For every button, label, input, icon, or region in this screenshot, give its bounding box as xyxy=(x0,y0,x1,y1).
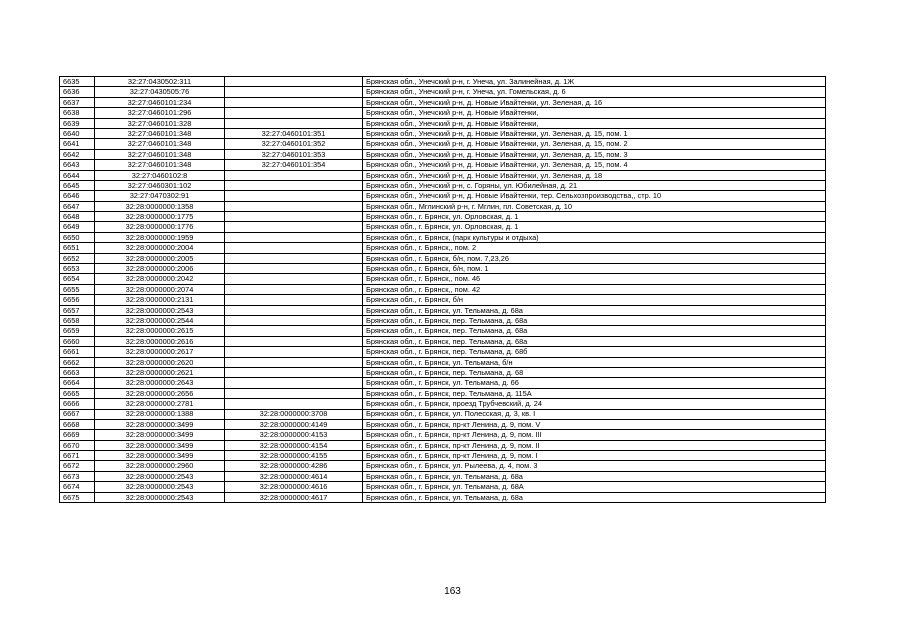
cadastral-number-cell: 32:27:0430505:76 xyxy=(95,87,225,97)
row-number-cell: 6673 xyxy=(60,471,95,481)
address-cell: Брянская обл., г. Брянск, ул. Тельмана, д. 66 xyxy=(363,378,826,388)
address-cell: Брянская обл., г. Брянск, ул. Тельмана, д. 68а xyxy=(363,492,826,502)
table-row xyxy=(60,461,826,471)
row-number-cell: 6637 xyxy=(60,97,95,107)
address-cell: Брянская обл., г. Брянск, (парк культуры и отдыха) xyxy=(363,232,826,242)
cadastral-number-cell: 32:28:0000000:2617 xyxy=(95,347,225,357)
sub-object-number-cell xyxy=(225,212,363,222)
address-cell: Брянская обл., г. Брянск,, пом. 2 xyxy=(363,243,826,253)
table-row xyxy=(60,232,826,242)
registry-table xyxy=(59,76,826,503)
row-number-cell: 6640 xyxy=(60,128,95,138)
address-cell: Брянская обл., г. Брянск, ул. Тельмана, д. 68А xyxy=(363,482,826,492)
address-cell: Брянская обл., Унечский р-н, д. Новые Ивайтенки, ул. Зеленая, д. 18 xyxy=(363,170,826,180)
address-cell: Брянская обл., г. Брянск, ул. Орловская, д. 1 xyxy=(363,222,826,232)
sub-object-number-cell xyxy=(225,77,363,87)
cadastral-number-cell: 32:28:0000000:1358 xyxy=(95,201,225,211)
sub-object-number-cell xyxy=(225,399,363,409)
sub-object-number-cell xyxy=(225,87,363,97)
table-row xyxy=(60,315,826,325)
cadastral-number-cell: 32:28:0000000:2004 xyxy=(95,243,225,253)
row-number-cell: 6646 xyxy=(60,191,95,201)
sub-object-number-cell xyxy=(225,118,363,128)
row-number-cell: 6669 xyxy=(60,430,95,440)
cadastral-number-cell: 32:28:0000000:2781 xyxy=(95,399,225,409)
address-cell: Брянская обл., Унечский р-н, д. Новые Ивайтенки, xyxy=(363,108,826,118)
address-cell: Брянская обл., Унечский р-н, д. Новые Ивайтенки, ул. Зеленая, д. 15, пом. 2 xyxy=(363,139,826,149)
address-cell: Брянская обл., г. Брянск, пер. Тельмана, д. 68б xyxy=(363,347,826,357)
table-row xyxy=(60,201,826,211)
row-number-cell: 6656 xyxy=(60,295,95,305)
row-number-cell: 6652 xyxy=(60,253,95,263)
sub-object-number-cell: 32:28:0000000:4155 xyxy=(225,451,363,461)
sub-object-number-cell xyxy=(225,315,363,325)
cadastral-number-cell: 32:27:0460301:102 xyxy=(95,180,225,190)
cadastral-number-cell: 32:27:0460101:348 xyxy=(95,139,225,149)
table-row xyxy=(60,170,826,180)
cadastral-number-cell: 32:28:0000000:2005 xyxy=(95,253,225,263)
cadastral-number-cell: 32:28:0000000:2616 xyxy=(95,336,225,346)
cadastral-number-cell: 32:28:0000000:2131 xyxy=(95,295,225,305)
sub-object-number-cell: 32:28:0000000:4154 xyxy=(225,440,363,450)
row-number-cell: 6663 xyxy=(60,367,95,377)
cadastral-number-cell: 32:27:0430502:311 xyxy=(95,77,225,87)
sub-object-number-cell xyxy=(225,357,363,367)
row-number-cell: 6660 xyxy=(60,336,95,346)
table-row xyxy=(60,149,826,159)
sub-object-number-cell xyxy=(225,336,363,346)
table-row xyxy=(60,77,826,87)
row-number-cell: 6674 xyxy=(60,482,95,492)
address-cell: Брянская обл., г. Брянск, пер. Тельмана, д. 68а xyxy=(363,336,826,346)
address-cell: Брянская обл., г. Брянск, б/н xyxy=(363,295,826,305)
sub-object-number-cell xyxy=(225,170,363,180)
sub-object-number-cell: 32:27:0460101:352 xyxy=(225,139,363,149)
address-cell: Брянская обл., г. Брянск, б/н, пом. 1 xyxy=(363,264,826,274)
sub-object-number-cell xyxy=(225,378,363,388)
table-row xyxy=(60,108,826,118)
table-row xyxy=(60,430,826,440)
address-cell: Брянская обл., г. Брянск, ул. Рылеева, д. 4, пом. 3 xyxy=(363,461,826,471)
sub-object-number-cell xyxy=(225,274,363,284)
table-row xyxy=(60,128,826,138)
row-number-cell: 6644 xyxy=(60,170,95,180)
address-cell: Брянская обл., г. Брянск, пер. Тельмана, д. 68а xyxy=(363,315,826,325)
registry-table-body xyxy=(60,77,826,503)
row-number-cell: 6667 xyxy=(60,409,95,419)
cadastral-number-cell: 32:28:0000000:3499 xyxy=(95,430,225,440)
table-row xyxy=(60,378,826,388)
row-number-cell: 6641 xyxy=(60,139,95,149)
table-row xyxy=(60,212,826,222)
address-cell: Брянская обл., Унечский р-н, д. Новые Ивайтенки, тер. Сельхозпроизводства,, стр. 10 xyxy=(363,191,826,201)
cadastral-number-cell: 32:28:0000000:2006 xyxy=(95,264,225,274)
row-number-cell: 6653 xyxy=(60,264,95,274)
table-row xyxy=(60,253,826,263)
cadastral-number-cell: 32:27:0460101:296 xyxy=(95,108,225,118)
cadastral-number-cell: 32:28:0000000:1388 xyxy=(95,409,225,419)
address-cell: Брянская обл., г. Брянск, проезд Трубчевский, д. 24 xyxy=(363,399,826,409)
address-cell: Брянская обл., г. Брянск, ул. Тельмана, д. 68а xyxy=(363,305,826,315)
row-number-cell: 6649 xyxy=(60,222,95,232)
address-cell: Брянская обл., г. Брянск,, пом. 46 xyxy=(363,274,826,284)
row-number-cell: 6657 xyxy=(60,305,95,315)
sub-object-number-cell xyxy=(225,367,363,377)
row-number-cell: 6662 xyxy=(60,357,95,367)
row-number-cell: 6668 xyxy=(60,419,95,429)
sub-object-number-cell xyxy=(225,253,363,263)
cadastral-number-cell: 32:28:0000000:1776 xyxy=(95,222,225,232)
cadastral-number-cell: 32:28:0000000:3499 xyxy=(95,451,225,461)
row-number-cell: 6647 xyxy=(60,201,95,211)
table-row xyxy=(60,139,826,149)
cadastral-number-cell: 32:27:0460101:234 xyxy=(95,97,225,107)
sub-object-number-cell xyxy=(225,388,363,398)
sub-object-number-cell: 32:28:0000000:4617 xyxy=(225,492,363,502)
row-number-cell: 6648 xyxy=(60,212,95,222)
row-number-cell: 6671 xyxy=(60,451,95,461)
row-number-cell: 6636 xyxy=(60,87,95,97)
cadastral-number-cell: 32:28:0000000:1959 xyxy=(95,232,225,242)
sub-object-number-cell xyxy=(225,284,363,294)
sub-object-number-cell: 32:27:0460101:354 xyxy=(225,160,363,170)
address-cell: Брянская обл., Унечский р-н, д. Новые Ивайтенки, ул. Зеленая, д. 15, пом. 4 xyxy=(363,160,826,170)
cadastral-number-cell: 32:28:0000000:2543 xyxy=(95,305,225,315)
row-number-cell: 6645 xyxy=(60,180,95,190)
sub-object-number-cell xyxy=(225,97,363,107)
address-cell: Брянская обл., Унечский р-н, д. Новые Ивайтенки, ул. Зеленая, д. 15, пом. 3 xyxy=(363,149,826,159)
sub-object-number-cell: 32:28:0000000:4616 xyxy=(225,482,363,492)
table-row xyxy=(60,284,826,294)
table-row xyxy=(60,191,826,201)
cadastral-number-cell: 32:28:0000000:2543 xyxy=(95,492,225,502)
cadastral-number-cell: 32:28:0000000:2621 xyxy=(95,367,225,377)
address-cell: Брянская обл., г. Брянск, пр-кт Ленина, д. 9, пом. II xyxy=(363,440,826,450)
cadastral-number-cell: 32:27:0460101:348 xyxy=(95,149,225,159)
sub-object-number-cell: 32:28:0000000:4149 xyxy=(225,419,363,429)
address-cell: Брянская обл., Унечский р-н, с. Горяны, ул. Юбилейная, д. 21 xyxy=(363,180,826,190)
address-cell: Брянская обл., г. Брянск, пер. Тельмана, д. 68а xyxy=(363,326,826,336)
table-row xyxy=(60,409,826,419)
cadastral-number-cell: 32:28:0000000:2544 xyxy=(95,315,225,325)
table-row xyxy=(60,180,826,190)
address-cell: Брянская обл., г. Брянск, пер. Тельмана, д. 68 xyxy=(363,367,826,377)
cadastral-number-cell: 32:27:0460101:328 xyxy=(95,118,225,128)
row-number-cell: 6672 xyxy=(60,461,95,471)
table-row xyxy=(60,305,826,315)
table-row xyxy=(60,243,826,253)
cadastral-number-cell: 32:28:0000000:2656 xyxy=(95,388,225,398)
cadastral-number-cell: 32:28:0000000:2042 xyxy=(95,274,225,284)
cadastral-number-cell: 32:27:0470302:91 xyxy=(95,191,225,201)
cadastral-number-cell: 32:27:0460101:348 xyxy=(95,160,225,170)
row-number-cell: 6655 xyxy=(60,284,95,294)
cadastral-number-cell: 32:28:0000000:2620 xyxy=(95,357,225,367)
table-row xyxy=(60,440,826,450)
row-number-cell: 6654 xyxy=(60,274,95,284)
table-row xyxy=(60,388,826,398)
table-row xyxy=(60,274,826,284)
row-number-cell: 6639 xyxy=(60,118,95,128)
row-number-cell: 6670 xyxy=(60,440,95,450)
address-cell: Брянская обл., г. Брянск, ул. Тельмана, б/н xyxy=(363,357,826,367)
sub-object-number-cell: 32:27:0460101:353 xyxy=(225,149,363,159)
table-row xyxy=(60,492,826,502)
cadastral-number-cell: 32:28:0000000:1775 xyxy=(95,212,225,222)
row-number-cell: 6651 xyxy=(60,243,95,253)
row-number-cell: 6661 xyxy=(60,347,95,357)
address-cell: Брянская обл., г. Брянск, ул. Полесская, д. 3, кв. I xyxy=(363,409,826,419)
cadastral-number-cell: 32:27:0460102:8 xyxy=(95,170,225,180)
address-cell: Брянская обл., г. Брянск, ул. Тельмана, д. 68а xyxy=(363,471,826,481)
cadastral-number-cell: 32:28:0000000:2074 xyxy=(95,284,225,294)
table-row xyxy=(60,451,826,461)
table-row xyxy=(60,419,826,429)
sub-object-number-cell: 32:28:0000000:4153 xyxy=(225,430,363,440)
address-cell: Брянская обл., г. Брянск, пр-кт Ленина, д. 9, пом. III xyxy=(363,430,826,440)
sub-object-number-cell: 32:28:0000000:4614 xyxy=(225,471,363,481)
sub-object-number-cell xyxy=(225,305,363,315)
address-cell: Брянская обл., Унечский р-н, д. Новые Ивайтенки, ул. Зеленая, д. 15, пом. 1 xyxy=(363,128,826,138)
cadastral-number-cell: 32:28:0000000:3499 xyxy=(95,440,225,450)
row-number-cell: 6675 xyxy=(60,492,95,502)
page-number: 163 xyxy=(444,586,461,597)
sub-object-number-cell xyxy=(225,222,363,232)
sub-object-number-cell xyxy=(225,180,363,190)
cadastral-number-cell: 32:27:0460101:348 xyxy=(95,128,225,138)
table-row xyxy=(60,336,826,346)
row-number-cell: 6665 xyxy=(60,388,95,398)
row-number-cell: 6658 xyxy=(60,315,95,325)
address-cell: Брянская обл., Унечский р-н, г. Унеча, ул. Гомельская, д. 6 xyxy=(363,87,826,97)
table-row xyxy=(60,295,826,305)
address-cell: Брянская обл., г. Брянск,, пом. 42 xyxy=(363,284,826,294)
table-row xyxy=(60,367,826,377)
cadastral-number-cell: 32:28:0000000:2643 xyxy=(95,378,225,388)
row-number-cell: 6638 xyxy=(60,108,95,118)
row-number-cell: 6650 xyxy=(60,232,95,242)
row-number-cell: 6635 xyxy=(60,77,95,87)
sub-object-number-cell xyxy=(225,243,363,253)
row-number-cell: 6659 xyxy=(60,326,95,336)
sub-object-number-cell: 32:27:0460101:351 xyxy=(225,128,363,138)
address-cell: Брянская обл., Унечский р-н, г. Унеча, ул. Залинейная, д. 1Ж xyxy=(363,77,826,87)
table-row xyxy=(60,482,826,492)
cadastral-number-cell: 32:28:0000000:2960 xyxy=(95,461,225,471)
sub-object-number-cell: 32:28:0000000:4286 xyxy=(225,461,363,471)
address-cell: Брянская обл., Унечский р-н, д. Новые Ивайтенки, xyxy=(363,118,826,128)
sub-object-number-cell: 32:28:0000000:3708 xyxy=(225,409,363,419)
sub-object-number-cell xyxy=(225,191,363,201)
address-cell: Брянская обл., г. Брянск, пр-кт Ленина, д. 9, пом. V xyxy=(363,419,826,429)
row-number-cell: 6666 xyxy=(60,399,95,409)
sub-object-number-cell xyxy=(225,201,363,211)
address-cell: Брянская обл., г. Брянск, пр-кт Ленина, д. 9, пом. I xyxy=(363,451,826,461)
cadastral-number-cell: 32:28:0000000:2543 xyxy=(95,482,225,492)
address-cell: Брянская обл., Мглинский р-н, г. Мглин, пл. Советская, д. 10 xyxy=(363,201,826,211)
table-row xyxy=(60,399,826,409)
address-cell: Брянская обл., Унечский р-н, д. Новые Ивайтенки, ул. Зеленая, д. 16 xyxy=(363,97,826,107)
address-cell: Брянская обл., г. Брянск, ул. Орловская, д. 1 xyxy=(363,212,826,222)
table-row xyxy=(60,326,826,336)
table-row xyxy=(60,87,826,97)
table-row xyxy=(60,357,826,367)
row-number-cell: 6643 xyxy=(60,160,95,170)
sub-object-number-cell xyxy=(225,264,363,274)
table-row xyxy=(60,471,826,481)
table-row xyxy=(60,222,826,232)
row-number-cell: 6642 xyxy=(60,149,95,159)
sub-object-number-cell xyxy=(225,108,363,118)
cadastral-number-cell: 32:28:0000000:2615 xyxy=(95,326,225,336)
sub-object-number-cell xyxy=(225,326,363,336)
cadastral-number-cell: 32:28:0000000:2543 xyxy=(95,471,225,481)
table-row xyxy=(60,347,826,357)
table-row xyxy=(60,97,826,107)
sub-object-number-cell xyxy=(225,232,363,242)
table-row xyxy=(60,160,826,170)
table-row xyxy=(60,118,826,128)
address-cell: Брянская обл., г. Брянск, пер. Тельмана, д. 115А xyxy=(363,388,826,398)
row-number-cell: 6664 xyxy=(60,378,95,388)
cadastral-number-cell: 32:28:0000000:3499 xyxy=(95,419,225,429)
sub-object-number-cell xyxy=(225,347,363,357)
sub-object-number-cell xyxy=(225,295,363,305)
address-cell: Брянская обл., г. Брянск, б/н, пом. 7,23,26 xyxy=(363,253,826,263)
table-row xyxy=(60,264,826,274)
